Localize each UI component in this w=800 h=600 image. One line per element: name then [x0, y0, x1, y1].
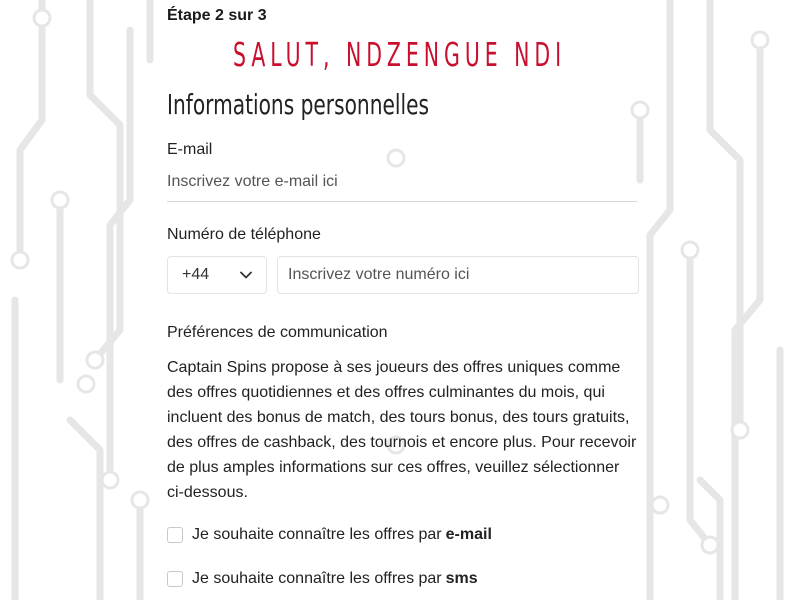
email-offers-text: Je souhaite connaître les offres par	[192, 526, 442, 543]
email-offers-channel: e-mail	[445, 526, 492, 543]
sms-offers-text: Je souhaite connaître les offres par	[192, 570, 442, 587]
sms-offers-option[interactable]	[167, 570, 478, 588]
communication-label: Préférences de communication	[167, 324, 388, 341]
email-offers-option[interactable]	[167, 526, 492, 544]
communication-description: Captain Spins propose à ses joueurs des offres uniques comme des offres quotidiennes et des offres culminantes du mois, qui incluent des bonus de match, des tours bonus, des tours gratuits, des offres de cashback, des tournois et encore plus. Pour recevoir de plus amples informations sur ces offres, veuillez sélectionner ci-dessous.	[167, 359, 637, 501]
email-offers-checkbox[interactable]	[167, 527, 183, 543]
sms-offers-checkbox[interactable]	[167, 571, 183, 587]
sms-offers-channel: sms	[445, 570, 478, 587]
country-code-select[interactable]	[167, 256, 267, 294]
country-code-value: +44	[182, 266, 210, 283]
chevron-down-icon	[240, 271, 252, 279]
greeting-title: SALUT, NDZENGUE NDI	[233, 35, 567, 74]
email-input[interactable]	[167, 167, 637, 202]
phone-label: Numéro de téléphone	[167, 226, 321, 243]
step-indicator: Étape 2 sur 3	[167, 7, 267, 24]
email-label: E-mail	[167, 141, 213, 158]
section-title: Informations personnelles	[167, 88, 430, 121]
phone-input[interactable]	[277, 256, 639, 294]
